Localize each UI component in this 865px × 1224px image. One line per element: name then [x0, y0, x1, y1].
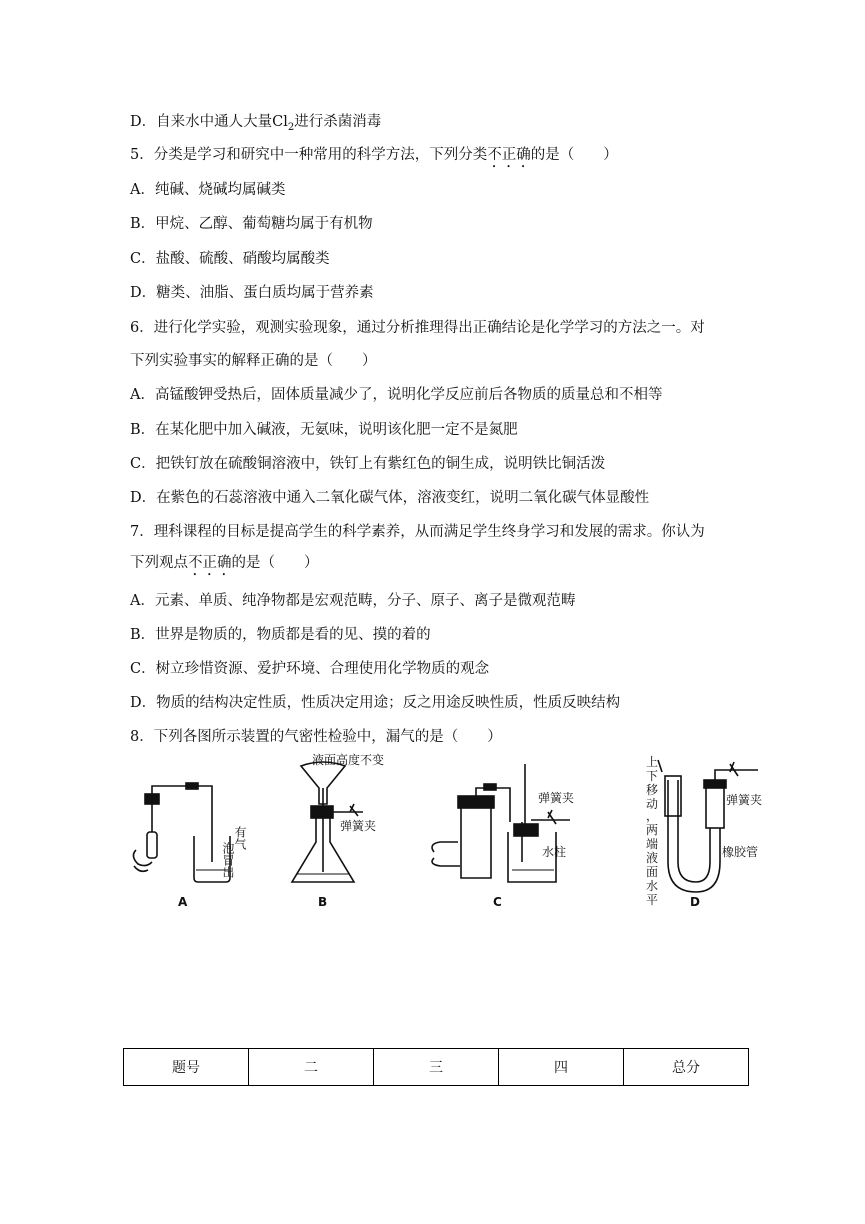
d-note-2: 下 — [646, 769, 659, 783]
subscript-2: 2 — [287, 121, 295, 133]
d-note-11: 平 — [646, 893, 659, 907]
q5-option-b: B．甲烷、乙醇、葡萄糖均属于有机物 — [130, 216, 373, 232]
q7-option-c: C．树立珍惜资源、爱护环境、合理使用化学物质的观念 — [130, 661, 490, 677]
cell-total: 总分 — [624, 1049, 749, 1086]
d-note-5: ， — [646, 809, 659, 823]
label-a: A — [178, 895, 188, 909]
label-c: C — [493, 895, 502, 909]
q6-stem-line1: 6．进行化学实验，观测实验现象，通过分析推理得出正确结论是化学学习的方法之一。对 — [130, 320, 705, 336]
q6-stem-line2: 下列实验事实的解释正确的是（ ） — [130, 353, 377, 369]
airtightness-apparatus-figure — [128, 752, 768, 912]
cell-section-2: 二 — [249, 1049, 374, 1086]
d-note-4: 动 — [646, 797, 659, 811]
d-note-9: 面 — [646, 865, 659, 879]
c-clip-label: 弹簧夹 — [538, 791, 575, 805]
a-note-line1: 有气 — [233, 826, 247, 850]
d-note-6: 两 — [646, 823, 659, 837]
label-d: D — [690, 895, 700, 909]
q7-option-b: B．世界是物质的，物质都是看的见、摸的着的 — [130, 627, 431, 643]
label-b: B — [318, 895, 328, 909]
q6-option-d: D．在紫色的石蕊溶液中通入二氧化碳气体，溶液变红，说明二氧化碳气体显酸性 — [130, 490, 650, 506]
b-top-label: 液面高度不变 — [312, 753, 385, 767]
q7-option-d: D．物质的结构决定性质，性质决定用途；反之用途反映性质，性质反映结构 — [130, 695, 621, 711]
d-note-10: 水 — [646, 879, 659, 893]
d-note-3: 移 — [646, 783, 659, 797]
q6-option-c: C．把铁钉放在硫酸铜溶液中，铁钉上有紫红色的铜生成，说明铁比铜活泼 — [130, 456, 606, 472]
apparatus-d — [658, 760, 758, 892]
q6-option-a: A．高锰酸钾受热后，固体质量减少了，说明化学反应前后各物质的质量总和不相等 — [130, 387, 663, 403]
d-clip-label: 弹簧夹 — [726, 793, 763, 807]
cell-question-number: 题号 — [124, 1049, 249, 1086]
d-note-8: 液 — [646, 851, 659, 865]
emphasis-not-correct: 不正确 — [487, 147, 531, 163]
d-note-7: 端 — [646, 837, 659, 851]
c-water-label: 水柱 — [542, 845, 567, 859]
q6-option-b: B．在某化肥中加入碱液，无氨味，说明该化肥一定不是氮肥 — [130, 422, 518, 438]
cell-section-4: 四 — [499, 1049, 624, 1086]
q5-option-d: D．糖类、油脂、蛋白质均属于营养素 — [130, 285, 374, 301]
apparatus-c — [432, 764, 570, 882]
apparatus-a — [133, 783, 230, 882]
q4-option-d: D．自来水中通人大量$Cl_2$进行杀菌消毒 — [130, 114, 382, 133]
q7-stem-line2: 下列观点不正确的是（ ） — [130, 555, 319, 571]
a-note-line2: 泡冒出 — [221, 842, 235, 878]
emphasis-not-correct: 不正确 — [188, 555, 232, 571]
q7-stem-line1: 7．理科课程的目标是提高学生的科学素养，从而满足学生终身学习和发展的需求。你认为 — [130, 524, 705, 540]
score-table-row — [124, 1049, 749, 1086]
b-clip-label: 弹簧夹 — [340, 819, 377, 833]
d-tube-label: 橡胶管 — [722, 845, 759, 859]
q7-option-a: A．元素、单质、纯净物都是宏观范畴，分子、原子、离子是微观范畴 — [130, 593, 576, 609]
cell-section-3: 三 — [374, 1049, 499, 1086]
q8-stem: 8．下列各图所示装置的气密性检验中，漏气的是（ ） — [130, 729, 502, 745]
q5-option-c: C．盐酸、硫酸、硝酸均属酸类 — [130, 251, 330, 267]
q5-option-a: A．纯碱、烧碱均属碱类 — [130, 182, 286, 198]
d-note-1: 上 — [646, 755, 659, 769]
q5-stem: 5．分类是学习和研究中一种常用的科学方法，下列分类不正确的是（ ） — [130, 147, 618, 163]
score-table — [123, 1048, 749, 1086]
